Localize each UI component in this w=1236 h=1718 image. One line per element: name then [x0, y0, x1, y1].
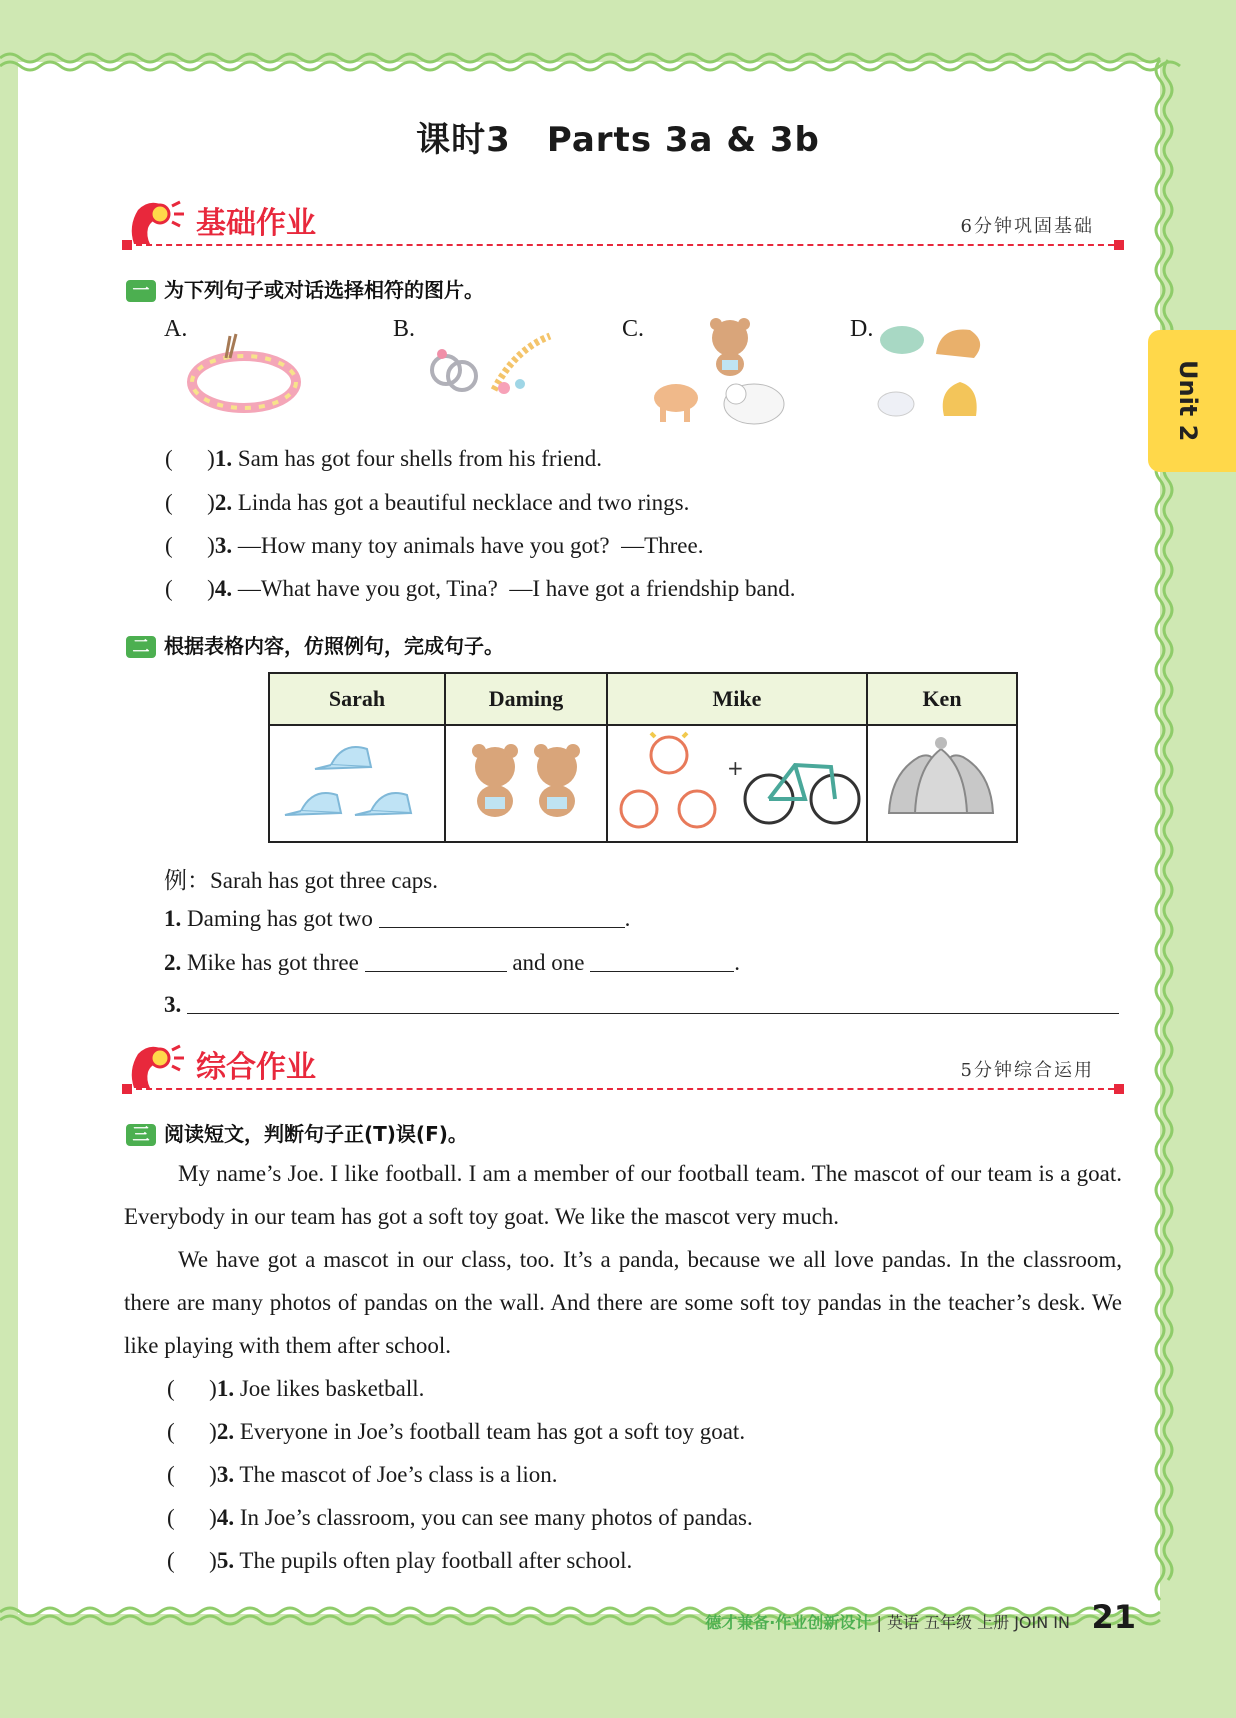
- friendship-band-image: [186, 330, 302, 414]
- lesson-parts: Parts 3a & 3b: [546, 120, 820, 160]
- footer-text: [705, 1610, 1070, 1633]
- q2-instruction-text: 根据表格内容，仿照例句，完成句子。: [164, 634, 504, 658]
- q2-instruction: [126, 630, 504, 659]
- q2-s3-blank[interactable]: [187, 993, 1119, 1014]
- q2-s2-blank-2[interactable]: [590, 951, 734, 972]
- q1-number-badge: 一: [126, 280, 156, 302]
- q1-item-1[interactable]: ( )1. Sam has got four shells from his friend.: [165, 446, 602, 471]
- table-cell-daming: [445, 725, 607, 842]
- bells-image: [869, 727, 1013, 835]
- q1-item-3-number: 3.: [214, 533, 233, 558]
- q2-s2-text-b: and one: [512, 950, 585, 975]
- q2-number-badge: 二: [126, 636, 156, 658]
- q2-s2-text-a: Mike has got three: [187, 950, 359, 975]
- q1-item-2[interactable]: ( )2. Linda has got a beautiful necklace and two rings.: [165, 490, 690, 515]
- section-basic-header: [122, 196, 1124, 250]
- q3-item-1-number: 1.: [216, 1376, 235, 1401]
- table-header-daming: Daming: [445, 673, 607, 725]
- option-a-label: A.: [164, 316, 188, 342]
- table-cell-ken: [867, 725, 1017, 842]
- reading-paragraph-2: We have got a mascot in our class, too. It’s a panda, because we all love pandas. In the classroom, there are many photos of pandas on the wall. And there are some soft toy pandas in the teacher’s desk. We like playing with them after school.: [124, 1247, 1122, 1358]
- lesson-title: [0, 112, 1236, 161]
- q2-sentence-1: 1. Daming has got two .: [164, 906, 631, 931]
- section-divider: [126, 1088, 1124, 1090]
- q1-item-4[interactable]: ( )4. —What have you got, Tina? —I have got a friendship band.: [165, 576, 796, 601]
- page-number: 21: [1091, 1598, 1136, 1636]
- megaphone-icon: [124, 196, 190, 248]
- shells-image: [870, 320, 990, 424]
- q3-instruction: [126, 1118, 468, 1147]
- q1-instruction-text: 为下列句子或对话选择相符的图片。: [164, 278, 484, 302]
- footer-separator: |: [876, 1613, 882, 1632]
- table-header-sarah: Sarah: [269, 673, 445, 725]
- footer-brand: 德才兼备·作业创新设计: [705, 1613, 872, 1632]
- table-cell-sarah: [269, 725, 445, 842]
- q3-item-4-number: 4.: [216, 1505, 235, 1530]
- table-cell-mike: [607, 725, 867, 842]
- q1-item-1-text: Sam has got four shells from his friend.: [237, 446, 602, 471]
- q3-item-1-text: Joe likes basketball.: [239, 1376, 425, 1401]
- unit-tab-label: Unit 2: [1174, 360, 1202, 442]
- q1-item-3[interactable]: ( )3. —How many toy animals have you got? —Three.: [165, 533, 704, 558]
- q2-s2-number: 2.: [164, 950, 182, 975]
- q3-item-5-text: The pupils often play football after school.: [239, 1548, 633, 1573]
- q1-instruction: [126, 274, 484, 303]
- q1-item-1-number: 1.: [214, 446, 233, 471]
- q1-item-2-number: 2.: [214, 490, 233, 515]
- q1-item-4-text: —What have you got, Tina? —I have got a friendship band.: [237, 576, 796, 601]
- megaphone-icon: [124, 1040, 190, 1092]
- divider-marker-right: [1114, 1084, 1124, 1094]
- q2-s2-blank-1[interactable]: [365, 951, 507, 972]
- q3-item-2-text: Everyone in Joe’s football team has got a soft toy goat.: [239, 1419, 746, 1444]
- footer-info: 英语 五年级 上册 JOIN IN: [886, 1613, 1070, 1632]
- q1-item-4-number: 4.: [214, 576, 233, 601]
- section-comprehensive-label: 综合作业: [196, 1050, 316, 1085]
- q3-item-4[interactable]: ( )4. In Joe’s classroom, you can see many photos of pandas.: [167, 1505, 753, 1530]
- option-b-label: B.: [393, 316, 416, 342]
- reading-paragraph-1: My name’s Joe. I like football. I am a member of our football team. The mascot of our team is a goat. Everybody in our team has got a soft toy goat. We like the mascot very much.: [124, 1161, 1122, 1229]
- q3-item-5[interactable]: ( )5. The pupils often play football after school.: [167, 1548, 633, 1573]
- q1-item-2-text: Linda has got a beautiful necklace and two rings.: [237, 490, 690, 515]
- lesson-number: 课时3: [416, 120, 511, 160]
- q2-s1-blank[interactable]: [379, 907, 625, 928]
- table-header-ken: Ken: [867, 673, 1017, 725]
- teddy-bears-image: [447, 727, 603, 835]
- rings-necklace-image: [424, 330, 558, 414]
- q3-item-3-text: The mascot of Joe’s class is a lion.: [239, 1462, 558, 1487]
- clocks-bike-image: [609, 727, 863, 835]
- q3-item-1[interactable]: ( )1. Joe likes basketball.: [167, 1376, 425, 1401]
- q3-item-2-number: 2.: [216, 1419, 235, 1444]
- q1-item-3-text: —How many toy animals have you got? —Three.: [237, 533, 704, 558]
- option-c-label: C.: [622, 316, 645, 342]
- q3-item-5-number: 5.: [216, 1548, 235, 1573]
- section-basic-label: 基础作业: [196, 206, 316, 241]
- table-header-mike: Mike: [607, 673, 867, 725]
- q2-sentence-2: 2. Mike has got three and one .: [164, 950, 740, 975]
- plus-sign: +: [727, 756, 744, 780]
- caps-image: [271, 727, 441, 835]
- q3-item-2[interactable]: ( )2. Everyone in Joe’s football team has got a soft toy goat.: [167, 1419, 746, 1444]
- q2-sentence-3: [164, 992, 1119, 1018]
- divider-marker-left: [122, 1084, 132, 1094]
- toy-animals-image: [650, 316, 790, 430]
- q2-s1-number: 1.: [164, 906, 182, 931]
- unit-tab[interactable]: [1148, 330, 1236, 472]
- q2-example: 例：Sarah has got three caps.: [164, 868, 439, 893]
- q3-item-3[interactable]: ( )3. The mascot of Joe’s class is a lion.: [167, 1462, 558, 1487]
- divider-marker-right: [1114, 240, 1124, 250]
- possessions-table: [268, 672, 1018, 843]
- section-basic-time: 6分钟巩固基础: [960, 216, 1094, 237]
- q3-item-3-number: 3.: [216, 1462, 235, 1487]
- divider-marker-left: [122, 240, 132, 250]
- section-comprehensive-header: [122, 1040, 1124, 1094]
- q3-item-4-text: In Joe’s classroom, you can see many photos of pandas.: [239, 1505, 753, 1530]
- q3-number-badge: 三: [126, 1124, 156, 1146]
- q2-s1-text: Daming has got two: [187, 906, 373, 931]
- section-divider: [126, 244, 1124, 246]
- option-d-label: D.: [850, 316, 874, 342]
- q2-s3-number: 3.: [164, 992, 182, 1017]
- section-comprehensive-time: 5分钟综合运用: [960, 1060, 1094, 1081]
- q3-instruction-text: 阅读短文，判断句子正(T)误(F)。: [164, 1122, 468, 1146]
